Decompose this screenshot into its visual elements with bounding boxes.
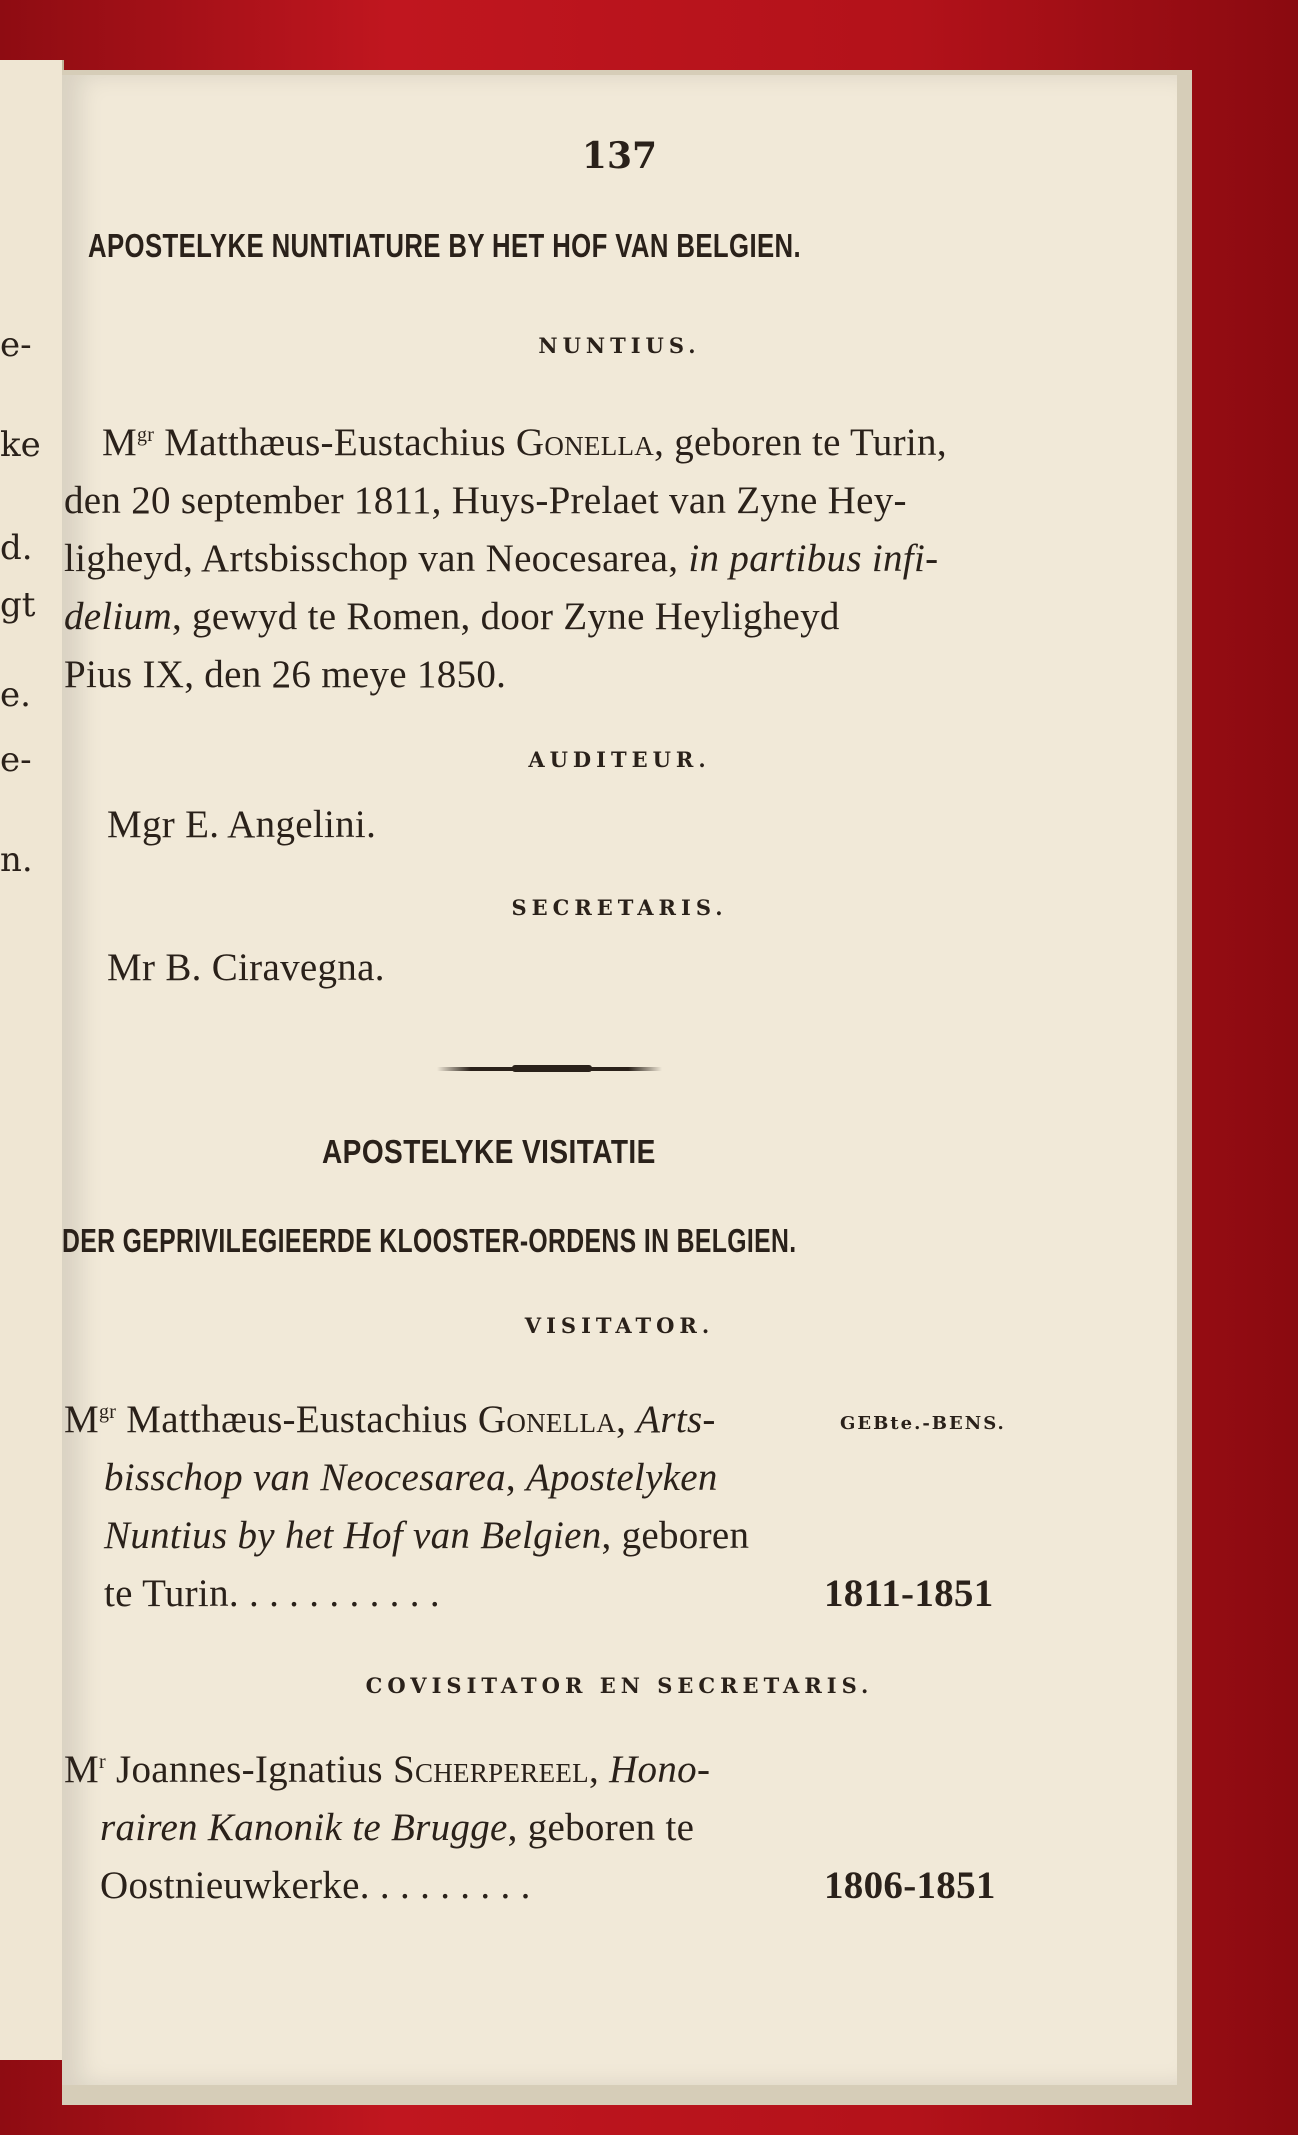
- heading-auditeur: AUDITEUR.: [528, 747, 711, 772]
- left-page-edge: [0, 60, 64, 2060]
- heading-nuntius: NUNTIUS.: [538, 333, 701, 358]
- section-title-nuntiature: APOSTELYKE NUNTIATURE BY HET HOF VAN BELGIEN.: [88, 227, 802, 264]
- book-page: [62, 75, 1177, 2085]
- visitator-line: bisschop van Neocesarea, Apostelyken: [104, 1456, 718, 1499]
- heading-visitator: VISITATOR.: [524, 1313, 715, 1338]
- section-title-visitatie: APOSTELYKE VISITATIE: [322, 1133, 656, 1170]
- covisitator-dates: 1806-1851: [824, 1864, 996, 1907]
- heading-secretaris: SECRETARIS.: [511, 895, 728, 920]
- page-number: 137: [581, 135, 658, 177]
- visitator-line: Nuntius by het Hof van Belgien, geboren: [104, 1514, 750, 1557]
- left-fragment: gt: [0, 585, 36, 625]
- visitator-line: $M^{gr}$ Matthæus-Eustachius Gonella, Arts-: [64, 1398, 716, 1441]
- section-subtitle-klooster-ordens: DER GEPRIVILEGIEERDE KLOOSTER-ORDENS IN BELGIEN.: [62, 1222, 797, 1259]
- left-fragment: n.: [0, 840, 33, 880]
- nuntius-line: Pius IX, den 26 meye 1850.: [64, 653, 507, 696]
- left-fragment: e-: [0, 740, 32, 780]
- auditeur-name: Mgr E. Angelini.: [107, 803, 377, 846]
- left-fragment: d.: [0, 528, 33, 568]
- nuntius-line: $M^{gr}$ Matthæus-Eustachius Gonella, geboren te Turin,: [102, 421, 947, 464]
- covisitator-line: $M^r$ Joannes-Ignatius Scherpereel, Hono-: [64, 1748, 711, 1791]
- visitator-line: te Turin. . . . . . . . . . .: [104, 1572, 440, 1615]
- visitator-dates: 1811-1851: [824, 1572, 994, 1615]
- covisitator-line: Oostnieuwkerke. . . . . . . . .: [100, 1864, 531, 1907]
- covisitator-line: rairen Kanonik te Brugge, geboren te: [100, 1806, 695, 1849]
- nuntius-line: ligheyd, Artsbisschop van Neocesarea, in partibus infi-: [64, 537, 939, 580]
- nuntius-line: den 20 september 1811, Huys-Prelaet van Zyne Hey-: [64, 479, 907, 522]
- left-fragment: e-: [0, 325, 32, 365]
- left-fragment: e.: [0, 675, 31, 715]
- left-fragment: ke: [0, 425, 41, 465]
- secretaris-name: Mr B. Ciravegna.: [107, 946, 385, 989]
- heading-covisitator: COVISITATOR EN SECRETARIS.: [365, 1673, 874, 1698]
- column-header-dates: GEBte.-BENS.: [840, 1413, 1006, 1434]
- section-divider-center: [512, 1065, 592, 1072]
- nuntius-line: delium, gewyd te Romen, door Zyne Heyligheyd: [64, 595, 840, 638]
